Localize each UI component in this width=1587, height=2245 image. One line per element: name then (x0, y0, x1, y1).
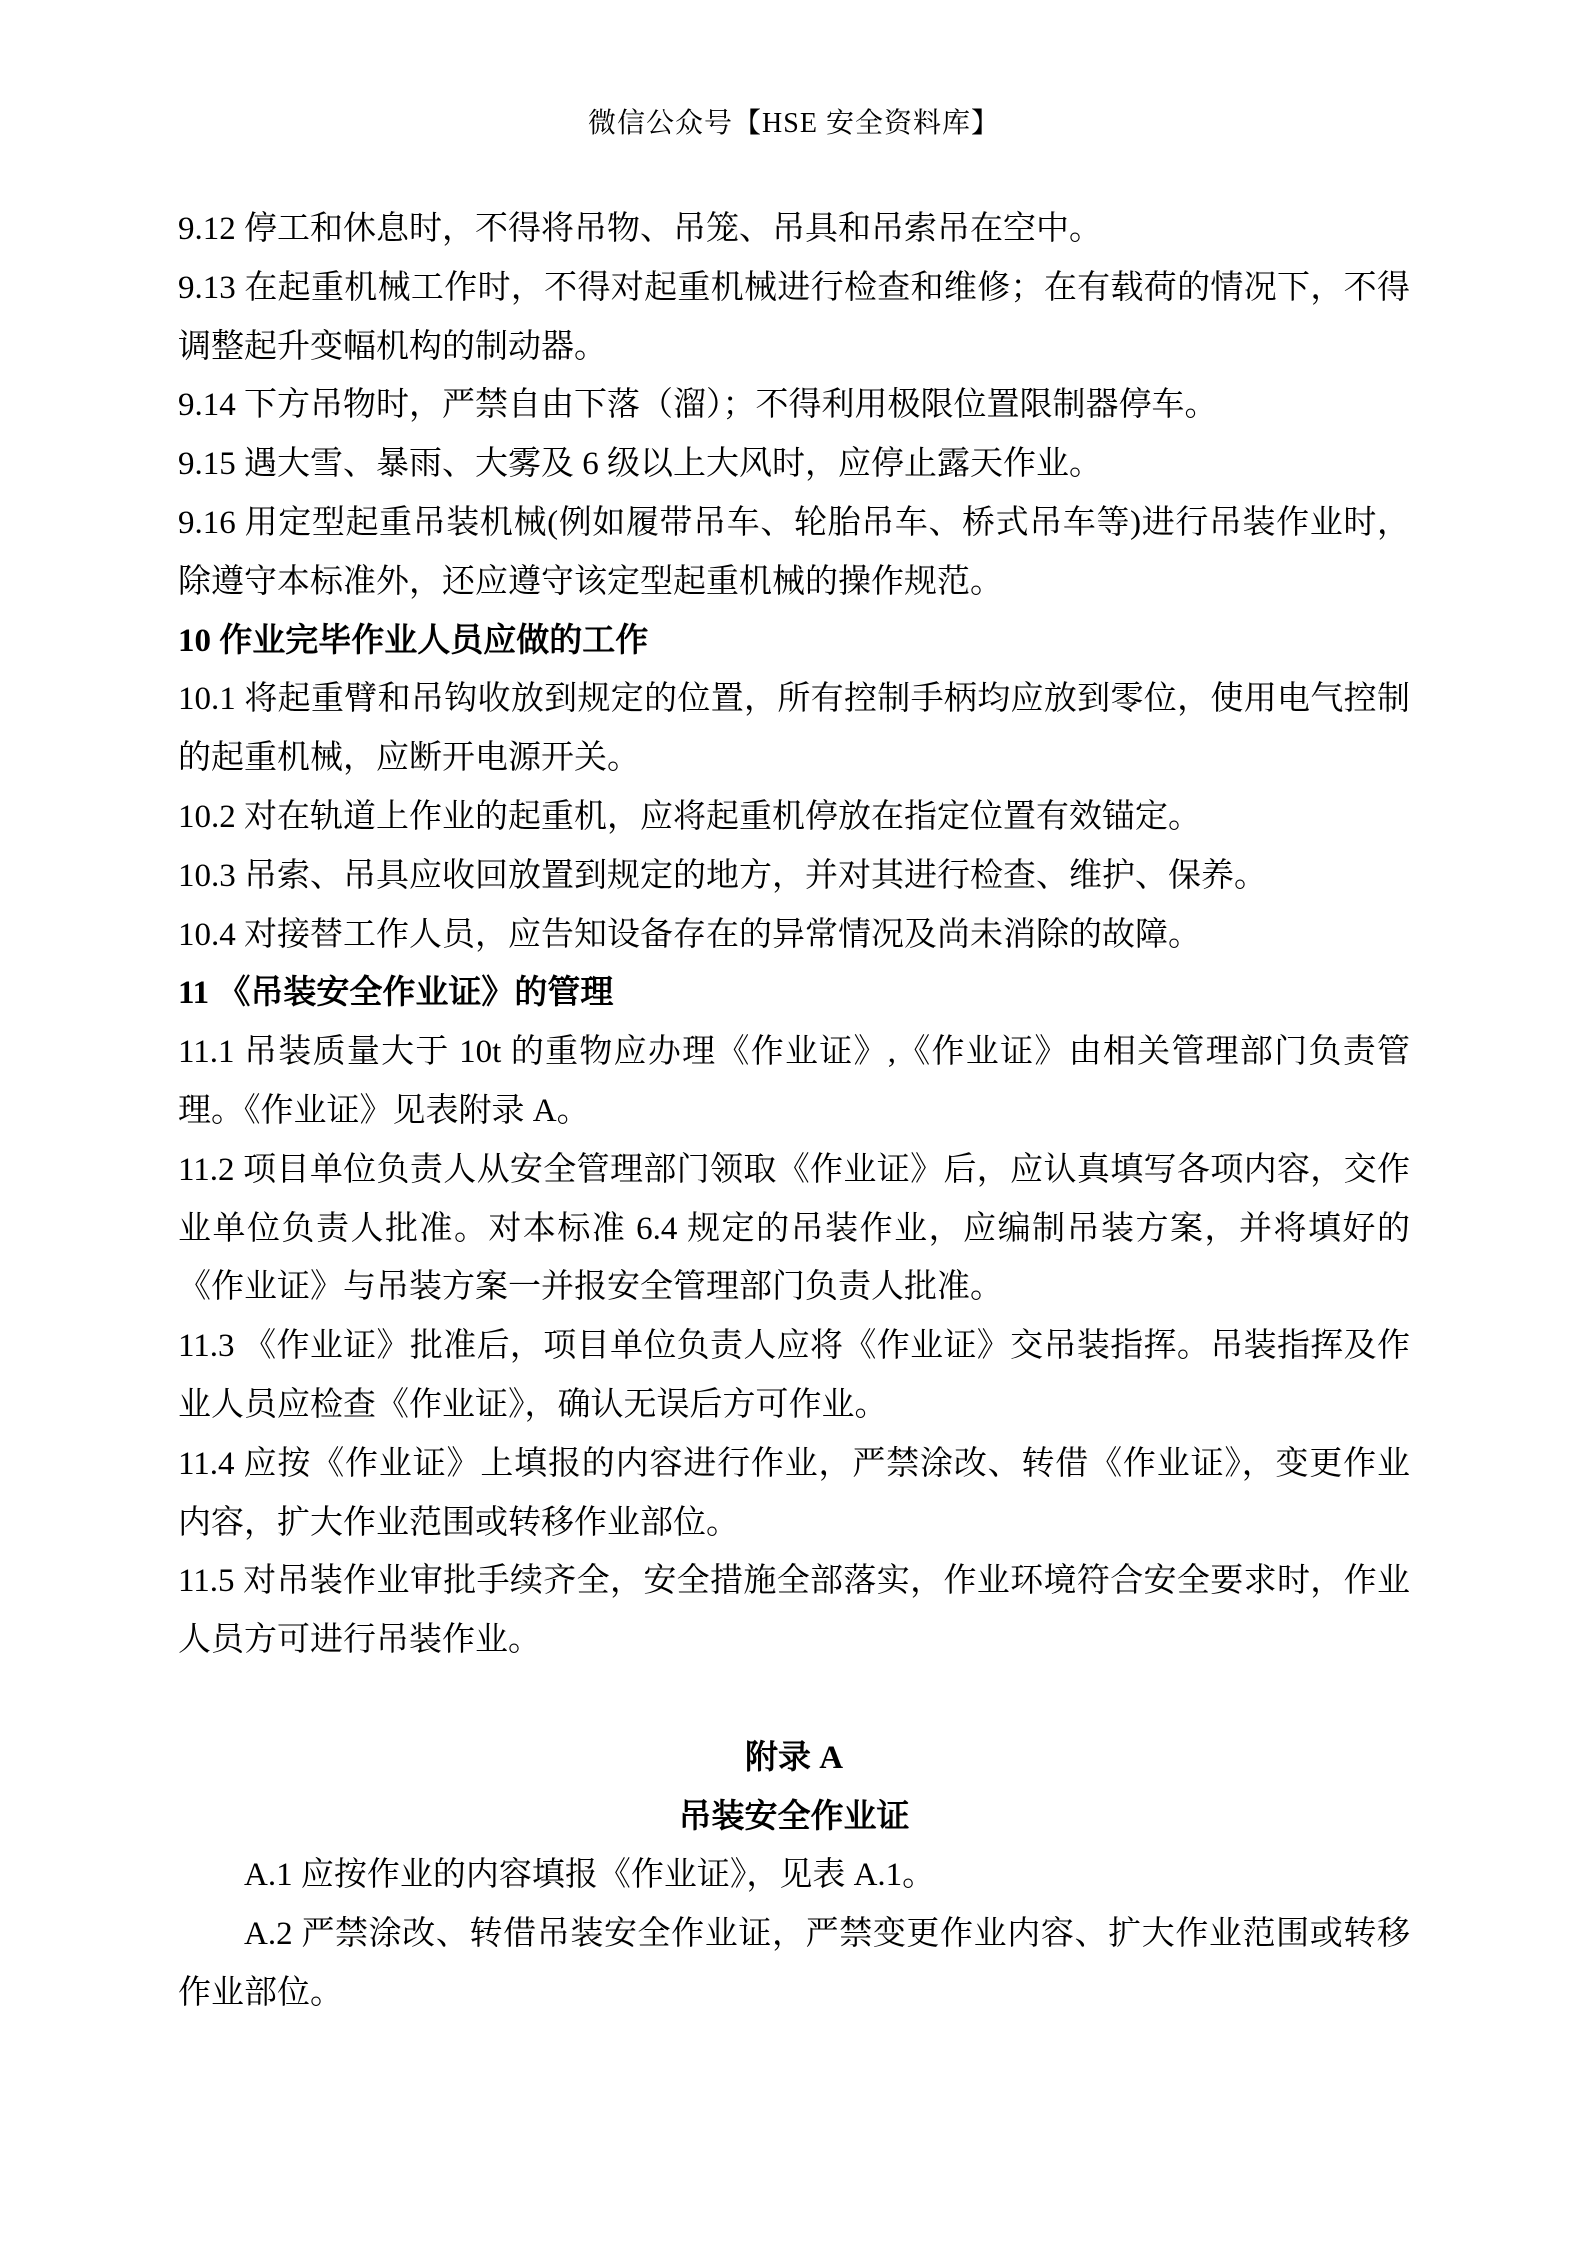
para-11-5: 11.5 对吊装作业审批手续齐全，安全措施全部落实，作业环境符合安全要求时，作业人员方可进行吊装作业。 (178, 1563, 1410, 1659)
para-10-2: 10.2 对在轨道上作业的起重机，应将起重机停放在指定位置有效锚定。 (178, 798, 1201, 835)
heading-section-11: 11 《吊装安全作业证》的管理 (178, 975, 614, 1012)
para-11-3: 11.3 《作业证》批准后，项目单位负责人应将《作业证》交吊装指挥。吊装指挥及作业人员应检查《作业证》，确认无误后方可作业。 (178, 1328, 1410, 1423)
heading-appendix-title: 吊装安全作业证 (678, 1798, 910, 1835)
para-10-4: 10.4 对接替工作人员，应告知设备存在的异常情况及尚未消除的故障。 (178, 916, 1201, 953)
para-a-1: A.1 应按作业的内容填报《作业证》，见表 A.1。 (244, 1857, 936, 1894)
watermark-header: 微信公众号【HSE 安全资料库】 (588, 108, 1000, 139)
heading-appendix-a: 附录 A (744, 1739, 844, 1776)
heading-section-10: 10 作业完毕作业人员应做的工作 (178, 622, 649, 659)
para-9-16: 9.16 用定型起重吊装机械(例如履带吊车、轮胎吊车、桥式吊车等)进行吊装作业时，除遵守本标准外，还应遵守该定型起重机械的操作规范。 (178, 504, 1410, 600)
para-9-13: 9.13 在起重机械工作时，不得对起重机械进行检查和维修；在有载荷的情况下，不得调整起升变幅机构的制动器。 (178, 269, 1410, 365)
para-9-15: 9.15 遇大雪、暴雨、大雾及 6 级以上大风时，应停止露天作业。 (178, 446, 1102, 483)
para-a-2: A.2 严禁涂改、转借吊装安全作业证，严禁变更作业内容、扩大作业范围或转移作业部位。 (178, 1916, 1410, 2011)
para-11-1: 11.1 吊装质量大于 10t 的重物应办理《作业证》,《作业证》由相关管理部门负责管理。《作业证》见表附录 A。 (178, 1034, 1410, 1129)
para-9-12: 9.12 停工和休息时，不得将吊物、吊笼、吊具和吊索吊在空中。 (178, 211, 1102, 247)
document-body (178, 200, 1410, 2023)
para-10-3: 10.3 吊索、吊具应收回放置到规定的地方，并对其进行检查、维护、保养。 (178, 857, 1267, 894)
para-10-1: 10.1 将起重臂和吊钩收放到规定的位置，所有控制手柄均应放到零位，使用电气控制的起重机械，应断开电源开关。 (178, 681, 1410, 777)
para-9-14: 9.14 下方吊物时，严禁自由下落（溜）；不得利用极限位置限制器停车。 (178, 387, 1218, 424)
para-11-4: 11.4 应按《作业证》上填报的内容进行作业，严禁涂改、转借《作业证》，变更作业内容，扩大作业范围或转移作业部位。 (178, 1445, 1410, 1541)
para-11-2: 11.2 项目单位负责人从安全管理部门领取《作业证》后，应认真填写各项内容，交作业单位负责人批准。对本标准 6.4 规定的吊装作业，应编制吊装方案，并将填好的《作业证》与吊装方案一并报安全管理部门负责人批准。 (178, 1151, 1410, 1306)
